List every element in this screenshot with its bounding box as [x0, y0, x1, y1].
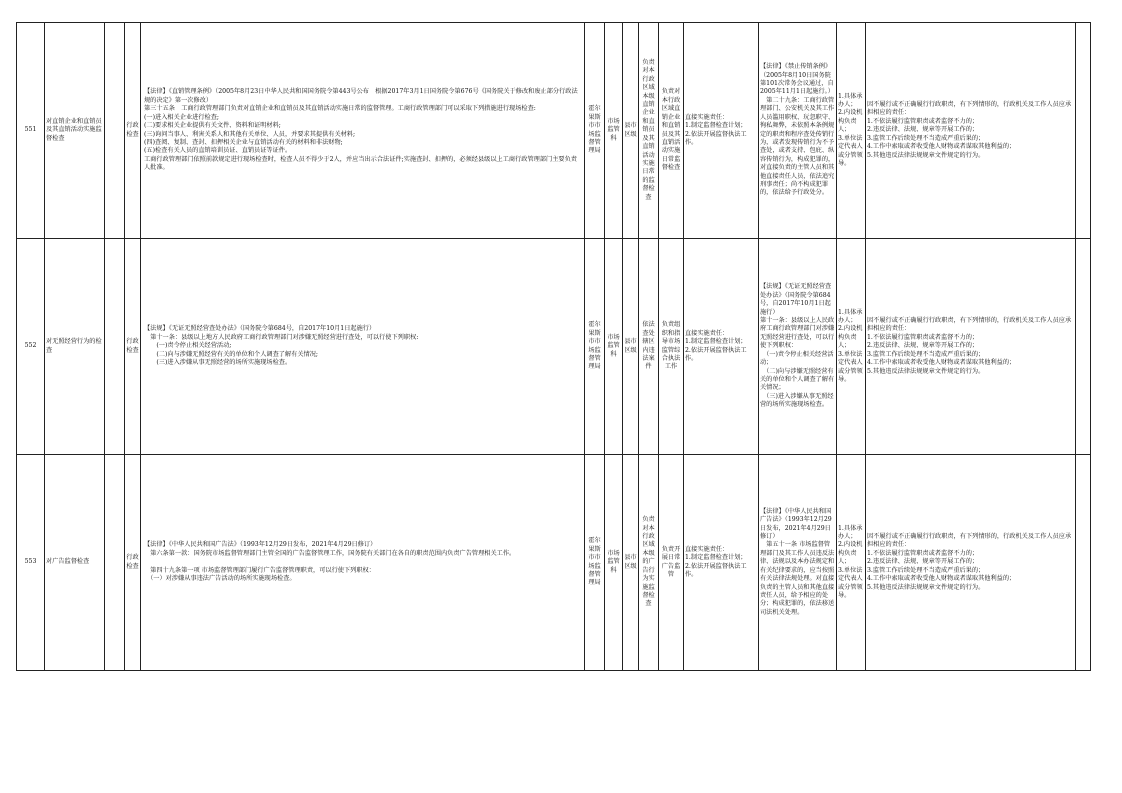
power-list-table [16, 22, 1091, 671]
responsible-office: 市场监管科 [605, 455, 623, 671]
accountability-basis: 【法律】《禁止传销条例》（2005年8月10日国务院第101次常务会议通过，自2005年11月1日起施行。） 第二十九条：工商行政管理部门、公安机关及其工作人员滥用职权、玩忽职守、徇私舞弊，未依照本条例规定的职责和程序查处传销行为，或者发现传销行为不予查处，或者支持、包庇、纵容传销行为，构成犯罪的，对直接负责的主管人员和其他直接责任人员，依法追究刑事责任；尚不构成犯罪的，依法给予行政处分。 [759, 23, 837, 239]
accountable-persons: 1.具体承办人； 2.内设机构负责人； 3.单位法定代表人或分管领导。 [837, 455, 866, 671]
duty-subject: 负责对本行政区域直销企业和直销员及其直销活动实施日常监督检查 [659, 23, 684, 239]
accountability-basis: 【法律】《中华人民共和国广告法》（1993年12月29日发布，2021年4月29日修订） 第五十一条 市场监督管理部门及其工作人员违反法律、法规以及本办法规定和有关纪律要求的，应当按照有关法律法规处理。对直接负责的主管人员和其他直接责任人员，给予相应的处分；构成犯罪的，依法移送司法机关处理。 [759, 455, 837, 671]
item-number: 551 [17, 23, 45, 239]
item-content: 负责对本行政区域本级直销企业和直销员及其直销活动实施日常的监督检查 [639, 23, 659, 239]
legal-basis: 【法律】《中华人民共和国广告法》（1993年12月29日发布，2021年4月29日修订） 第六条第一款：国务院市场监督管理部门主管全国的广告监督管理工作，国务院有关部门在各自的职责范围内负责广告管理相关工作。 第四十九条第一项 市场监督管理部门履行广告监督管理职责，可以行使下列职权： （一）对涉嫌从事违法广告活动的场所实施现场检查。 [141, 455, 585, 671]
blank-cell [105, 239, 125, 455]
table-row [17, 23, 1091, 239]
remark-cell [1076, 23, 1091, 239]
accountability-basis: 【法规】《无证无照经营查处办法》（国务院令第684号，自2017年10月1日起施行） 第十一条：县级以上人民政府工商行政管理部门对涉嫌无照经营进行查处，可以行使下列职权： （一)责令停止相关经营活动； （二)向与涉嫌无照经营有关的单位和个人调查了解有关情况； （三)进入涉嫌从事无照经营的场所实施现场检查。 [759, 239, 837, 455]
item-type: 行政检查 [125, 23, 141, 239]
item-number: 552 [17, 239, 45, 455]
accountability-situations: 因不履行或不正确履行行政职责，有下列情形的，行政机关及工作人员应承担相应的责任： 1.不依法履行监管职责或者监督不力的； 2.违反法律、法规、规章等开展工作的； 3.监管工作后续处理不当造成严重后果的； 4.工作中索取或者收受他人财物或者谋取其他利益的； 5.其他违反法律法规规章文件规定的行为。 [866, 23, 1076, 239]
item-name: 对直销企业和直销员及其直销活动实施监督检查 [45, 23, 105, 239]
administrative-level: 县市区级 [623, 239, 639, 455]
legal-basis: 【法规】《无证无照经营查处办法》（国务院令第684号，自2017年10月1日起施行） 第十一条：县级以上地方人民政府工商行政管理部门对涉嫌无照经营进行查处，可以行使下列职权: (一)责令停止相关经营活动; (二)向与涉嫌无照经营有关的单位和个人调查了解有关情况; (三)进入涉嫌从事无照经营的场所实施现场检查。 [141, 239, 585, 455]
legal-basis: 【法律】《直销管理条例》（2005年8月23日中华人民共和国国务院令第443号公布 根据2017年3月1日国务院令第676号《国务院关于修改和废止部分行政法规的决定》第一次修改） 第三十五条 工商行政管理部门负责对直销企业和直销员及其直销活动实施日常的监督管理。工商行政管理部门可以采取下列措施进行现场检查: (一)进入相关企业进行检查; (二)要求相关企业提供有关文件、资料和证明材料; (三)询问当事人、利害关系人和其他有关单位、人员，并要求其提供有关材料; (四)查阅、复制、查封、扣押相关企业与直销活动有关的材料和非法财物; (五)检查有关人员的直销培训员证、直销员证等证件。 工商行政管理部门依照前款规定进行现场检查时，检查人员不得少于2人，并应当出示合法证件;实施查封、扣押的，必须经县级以上工商行政管理部门主要负责人批准。 [141, 23, 585, 239]
item-number: 553 [17, 455, 45, 671]
implementing-department: 霍尔果斯市市场监督管理局 [585, 239, 605, 455]
item-content: 负责对本行政区域本级的广告行为实施监督检查 [639, 455, 659, 671]
duty-subject: 负责组织和指导市场监管综合执法工作 [659, 239, 684, 455]
remark-cell [1076, 455, 1091, 671]
item-name: 对广告监督检查 [45, 455, 105, 671]
implementing-department: 霍尔果斯市市场监督管理局 [585, 23, 605, 239]
item-type: 行政检查 [125, 455, 141, 671]
implementing-department: 霍尔果斯市市场监督管理局 [585, 455, 605, 671]
table-row [17, 239, 1091, 455]
blank-cell [105, 23, 125, 239]
responsible-office: 市场监管科 [605, 23, 623, 239]
accountability-situations: 因不履行或不正确履行行政职责，有下列情形的，行政机关及工作人员应承担相应的责任： 1.不依法履行监管职责或者监督不力的； 2.违反法律、法规、规章等开展工作的； 3.监管工作后续处理不当造成严重后果的； 4.工作中索取或者收受他人财物或者谋取其他利益的； 5.其他违反法律法规规章文件规定的行为。 [866, 239, 1076, 455]
responsible-office: 市场监管科 [605, 239, 623, 455]
item-type: 行政检查 [125, 239, 141, 455]
item-content: 依法查处辖区内违法案件 [639, 239, 659, 455]
duty-subject: 负责开展日常广告监管 [659, 455, 684, 671]
remark-cell [1076, 239, 1091, 455]
item-name: 对无照经营行为的检查 [45, 239, 105, 455]
responsibility-items: 直接实施责任： 1.制定监督检查计划； 2.依法开展监督执法工作。 [684, 23, 759, 239]
accountability-situations: 因不履行或不正确履行行政职责，有下列情形的，行政机关及工作人员应承担相应的责任： 1.不依法履行监管职责或者监督不力的； 2.违反法律、法规、规章等开展工作的； 3.监管工作后续处理不当造成严重后果的； 4.工作中索取或者收受他人财物或者谋取其他利益的； 5.其他违反法律法规规章文件规定的行为。 [866, 455, 1076, 671]
administrative-level: 县市区级 [623, 23, 639, 239]
blank-cell [105, 455, 125, 671]
accountable-persons: 1.具体承办人； 2.内设机构负责人； 3.单位法定代表人或分管领导。 [837, 239, 866, 455]
responsibility-items: 直接实施责任： 1.制定监督检查计划； 2.依法开展监督执法工作。 [684, 239, 759, 455]
table-row [17, 455, 1091, 671]
accountable-persons: 1.具体承办人； 2.内设机构负责人； 3.单位法定代表人或分管领导。 [837, 23, 866, 239]
administrative-level: 县市区级 [623, 455, 639, 671]
responsibility-items: 直接实施责任： 1.制定监督检查计划； 2.依法开展监督执法工作。 [684, 455, 759, 671]
